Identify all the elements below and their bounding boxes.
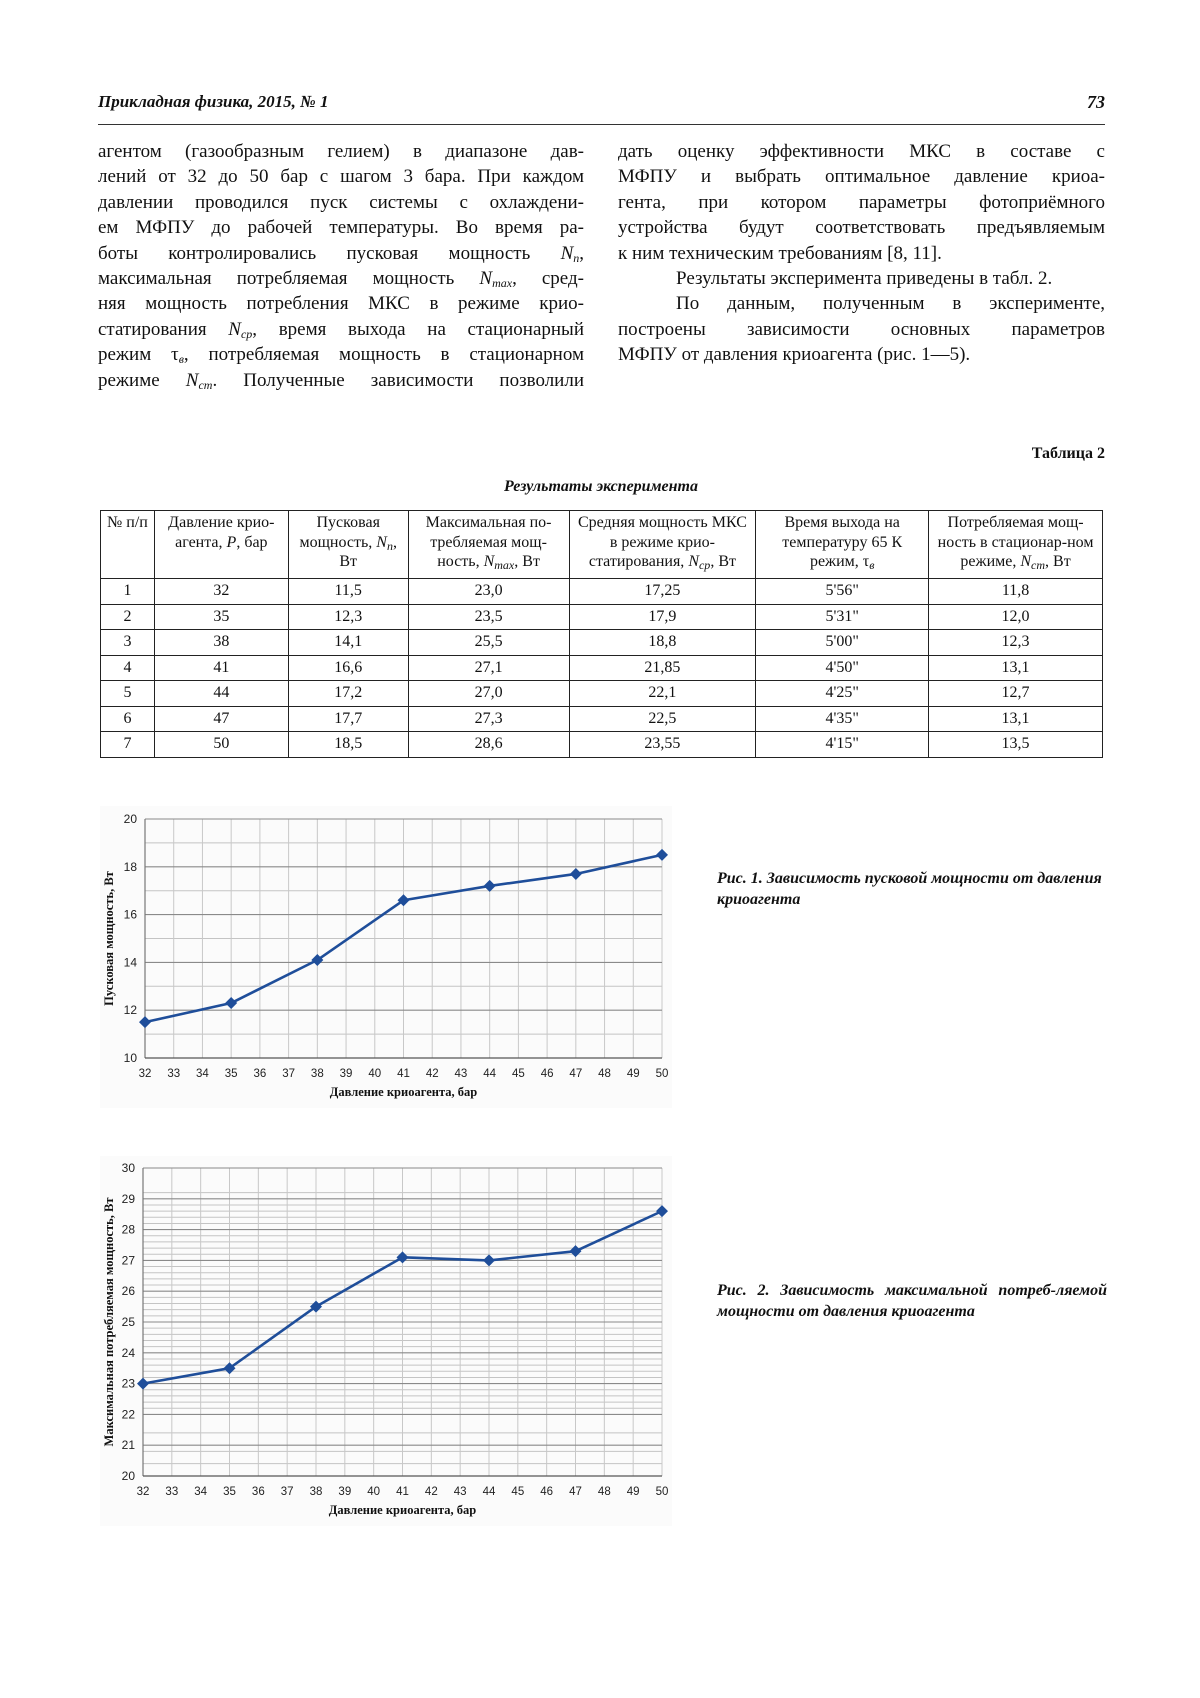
table-cell: 17,25 <box>569 579 756 605</box>
table-cell: 25,5 <box>408 630 569 656</box>
table-cell: 47 <box>154 706 288 732</box>
y-tick-label: 21 <box>121 1438 135 1453</box>
y-tick-label: 23 <box>121 1376 135 1391</box>
variable-symbol: N <box>1020 553 1032 570</box>
y-axis-label: Максимальная потребляемая мощность, Вт <box>102 1197 116 1447</box>
data-point-marker <box>570 1245 582 1257</box>
text-segment: Результаты эксперимента приведены в табл. 2. <box>676 267 1053 289</box>
table-header-row <box>101 511 1103 579</box>
table-cell: 3 <box>101 630 155 656</box>
table-cell: 17,2 <box>288 681 408 707</box>
x-axis-label: Давление криоагента, бар <box>328 1503 477 1517</box>
x-tick-label: 37 <box>280 1486 294 1498</box>
text-line <box>618 190 1105 215</box>
table-cell: 1 <box>101 579 155 605</box>
y-tick-label: 20 <box>121 1469 135 1483</box>
chart-max-power <box>100 1156 672 1526</box>
text-line <box>618 291 1105 316</box>
variable-subscript: max <box>494 558 515 572</box>
data-point-marker <box>656 849 668 861</box>
table-cell: 18,5 <box>288 732 408 758</box>
left-column-text <box>98 139 584 393</box>
x-tick-label: 38 <box>309 1486 323 1498</box>
text-line <box>618 317 1105 342</box>
x-tick-label: 46 <box>540 1486 554 1498</box>
table-cell: 4'25" <box>756 681 929 707</box>
table-cell: 4 <box>101 655 155 681</box>
x-tick-label: 39 <box>338 1486 352 1498</box>
y-tick-label: 27 <box>121 1253 135 1268</box>
table-cell: 23,55 <box>569 732 756 758</box>
table-cell: 50 <box>154 732 288 758</box>
x-tick-label: 40 <box>368 1068 382 1080</box>
text-segment: Потребляемая мощ-ность в стационар-ном режиме, <box>937 514 1094 570</box>
text-segment: . Полученные зависимости позволили <box>212 369 584 391</box>
chart-starting-power <box>100 806 672 1108</box>
text-segment: дать оценку эффективности МКС в составе с <box>618 141 1105 162</box>
text-line <box>618 139 1105 164</box>
x-tick-label: 44 <box>483 1068 497 1080</box>
x-tick-label: 42 <box>424 1486 438 1498</box>
math-variable <box>227 534 237 551</box>
variable-subscript: п <box>386 538 393 553</box>
header-rule <box>98 124 1105 125</box>
table-cell: 12,3 <box>929 630 1103 656</box>
right-column-text <box>618 139 1105 368</box>
column-header <box>756 511 929 579</box>
column-header <box>408 511 569 579</box>
table-cell: 12,0 <box>929 604 1103 630</box>
table-cell: 11,5 <box>288 579 408 605</box>
x-tick-label: 36 <box>251 1486 265 1498</box>
x-tick-label: 38 <box>310 1068 324 1080</box>
text-segment: , сред- <box>512 267 584 289</box>
table-cell: 12,3 <box>288 604 408 630</box>
x-tick-label: 40 <box>367 1486 381 1498</box>
variable-symbol: N <box>688 553 699 570</box>
text-segment: гента, при котором параметры фотоприёмного <box>618 191 1105 213</box>
y-tick-label: 14 <box>123 955 137 970</box>
table-cell: 23,0 <box>408 579 569 605</box>
table-row <box>101 604 1103 630</box>
text-segment: боты контролировались пусковая мощность <box>98 242 561 264</box>
column-header <box>154 511 288 579</box>
table-cell: 27,3 <box>408 706 569 732</box>
text-segment: По данным, полученным в эксперименте, <box>676 293 1105 315</box>
text-segment: режим τ <box>98 344 179 366</box>
table-cell: 28,6 <box>408 732 569 758</box>
text-segment: Максимальная по-требляемая мощ-ность, <box>425 514 552 570</box>
table-cell: 5'56" <box>756 579 929 605</box>
text-segment: , время выхода на стационарный <box>252 318 584 340</box>
text-line <box>98 266 584 291</box>
text-segment: лений от 32 до 50 бар с шагом 3 бара. При каждом <box>98 166 584 188</box>
table-cell: 7 <box>101 732 155 758</box>
text-line <box>98 291 584 316</box>
data-point-marker <box>656 1205 668 1217</box>
x-tick-label: 41 <box>397 1068 410 1080</box>
text-segment: построены зависимости основных параметров <box>618 318 1105 340</box>
y-tick-label: 22 <box>121 1407 135 1422</box>
math-variable <box>561 243 580 264</box>
table-cell: 5'31" <box>756 604 929 630</box>
data-point-marker <box>137 1378 149 1390</box>
y-tick-label: 29 <box>121 1191 135 1206</box>
x-tick-label: 42 <box>425 1068 439 1080</box>
x-tick-label: 36 <box>253 1068 267 1080</box>
text-line <box>98 164 584 189</box>
table-row <box>101 579 1103 605</box>
table-cell: 5'00" <box>756 630 929 656</box>
x-tick-label: 33 <box>165 1486 179 1498</box>
figure-1-caption: Рис. 1. Зависимость пусковой мощности от давления криоагента <box>717 870 1102 908</box>
text-segment: к ним техническим требованиям [8, 11]. <box>618 242 942 264</box>
table-cell: 44 <box>154 681 288 707</box>
column-header <box>569 511 756 579</box>
x-tick-label: 50 <box>655 1068 669 1080</box>
table-cell: 17,7 <box>288 706 408 732</box>
x-tick-label: 50 <box>655 1486 669 1498</box>
page-number: 73 <box>1087 92 1105 112</box>
math-variable <box>1020 553 1045 570</box>
text-segment: Давление крио-агента, <box>168 514 275 551</box>
text-line <box>618 215 1105 240</box>
text-segment: , <box>579 242 584 264</box>
table-cell: 27,0 <box>408 681 569 707</box>
x-tick-label: 48 <box>597 1486 611 1498</box>
table-cell: 11,8 <box>929 579 1103 605</box>
y-tick-label: 18 <box>123 859 137 874</box>
data-point-marker <box>484 880 496 892</box>
text-segment: , потребляемая мощность в стационарном <box>183 344 584 366</box>
table-cell: 2 <box>101 604 155 630</box>
x-tick-label: 34 <box>196 1068 209 1080</box>
data-point-marker <box>225 997 237 1009</box>
y-tick-label: 20 <box>123 812 137 826</box>
text-segment: Пусковая мощность, <box>299 514 380 551</box>
variable-symbol: N <box>483 553 495 570</box>
x-tick-label: 47 <box>569 1486 582 1498</box>
data-point-marker <box>483 1254 495 1266</box>
x-tick-label: 41 <box>396 1486 409 1498</box>
running-head: Прикладная физика, 2015, № 1 <box>98 92 329 111</box>
text-line <box>618 266 1105 291</box>
math-variable <box>376 534 393 551</box>
table-cell: 27,1 <box>408 655 569 681</box>
variable-symbol: N <box>185 369 199 391</box>
x-tick-label: 32 <box>138 1068 152 1080</box>
text-segment: статирования <box>98 318 229 340</box>
text-line <box>98 317 584 342</box>
y-tick-label: 26 <box>121 1284 135 1299</box>
y-tick-label: 16 <box>123 907 137 922</box>
table-cell: 4'50" <box>756 655 929 681</box>
table-cell: 22,5 <box>569 706 756 732</box>
text-segment: агентом (газообразным гелием) в диапазоне дав- <box>98 141 584 162</box>
table-cell: 32 <box>154 579 288 605</box>
column-header <box>288 511 408 579</box>
column-header <box>101 511 155 579</box>
text-line <box>618 342 1105 367</box>
table-cell: 16,6 <box>288 655 408 681</box>
text-line <box>618 241 1105 266</box>
table-cell: 12,7 <box>929 681 1103 707</box>
text-segment: МФПУ и выбрать оптимальное давление криоа- <box>618 166 1105 188</box>
y-axis-label: Пусковая мощность, Вт <box>102 871 116 1006</box>
table-cell: 5 <box>101 681 155 707</box>
x-tick-label: 37 <box>282 1068 296 1080</box>
data-point-marker <box>397 1251 409 1263</box>
table-cell: 4'15" <box>756 732 929 758</box>
table-row <box>101 655 1103 681</box>
text-line <box>98 368 584 393</box>
table-cell: 13,5 <box>929 732 1103 758</box>
text-segment: МФПУ от давления криоагента (рис. 1—5). <box>618 344 971 366</box>
x-tick-label: 39 <box>339 1068 353 1080</box>
x-tick-label: 45 <box>511 1068 525 1080</box>
text-line <box>98 241 584 266</box>
math-variable <box>228 319 252 340</box>
table-row <box>101 630 1103 656</box>
text-line <box>98 342 584 367</box>
table-label: Таблица 2 <box>1031 445 1105 462</box>
variable-subscript: ст <box>198 377 213 392</box>
x-tick-label: 45 <box>511 1486 525 1498</box>
x-tick-label: 35 <box>224 1068 238 1080</box>
x-tick-label: 32 <box>136 1486 150 1498</box>
table-cell: 35 <box>154 604 288 630</box>
variable-subscript: в <box>869 558 875 572</box>
y-tick-label: 24 <box>121 1345 135 1360</box>
text-segment: давлении проводился пуск системы с охлаждени- <box>98 191 584 213</box>
figure-2-caption: Рис. 2. Зависимость максимальной потреб-ляемой мощности от давления криоагента <box>717 1282 1107 1320</box>
x-tick-label: 49 <box>626 1068 640 1080</box>
y-tick-label: 10 <box>123 1051 137 1065</box>
text-segment: , Вт <box>339 533 397 570</box>
variable-subscript: в <box>178 352 184 367</box>
x-axis-label: Давление криоагента, бар <box>329 1085 478 1099</box>
math-variable <box>869 553 874 570</box>
table-cell: 41 <box>154 655 288 681</box>
variable-subscript: ст <box>1031 558 1046 572</box>
y-tick-label: 30 <box>121 1161 135 1175</box>
variable-symbol: N <box>560 242 574 264</box>
x-tick-label: 48 <box>598 1068 611 1080</box>
text-segment: , Вт <box>514 553 540 570</box>
table-row <box>101 681 1103 707</box>
y-tick-label: 28 <box>121 1222 135 1237</box>
x-tick-label: 35 <box>223 1486 236 1498</box>
text-segment: устройства будут соответствовать предъявляемым <box>618 217 1105 239</box>
results-table <box>100 510 1103 758</box>
math-variable <box>479 268 512 289</box>
text-segment: няя мощность потребления МКС в режиме крио- <box>98 293 584 315</box>
math-variable <box>688 553 710 570</box>
x-tick-label: 47 <box>569 1068 583 1080</box>
text-segment: , бар <box>236 533 268 551</box>
math-variable <box>186 370 213 391</box>
y-tick-label: 12 <box>123 1003 137 1018</box>
data-point-marker <box>570 868 582 880</box>
table-title: Результаты эксперимента <box>504 478 698 495</box>
text-segment: максимальная потребляемая мощность <box>98 267 480 289</box>
variable-symbol: P <box>226 533 237 551</box>
table-cell: 14,1 <box>288 630 408 656</box>
variable-symbol: N <box>479 267 493 289</box>
table-cell: 6 <box>101 706 155 732</box>
table-cell: 23,5 <box>408 604 569 630</box>
variable-symbol: N <box>228 318 241 340</box>
x-tick-label: 43 <box>453 1486 467 1498</box>
variable-subscript: ср <box>698 558 711 572</box>
x-tick-label: 49 <box>626 1486 640 1498</box>
text-segment: Средняя мощность МКС в режиме крио-статирования, <box>577 514 747 570</box>
variable-subscript: п <box>573 250 580 265</box>
data-point-marker <box>139 1016 151 1028</box>
variable-subscript: max <box>492 275 513 290</box>
table-cell: 13,1 <box>929 706 1103 732</box>
table-cell: 22,1 <box>569 681 756 707</box>
x-tick-label: 44 <box>482 1486 496 1498</box>
table-cell: 13,1 <box>929 655 1103 681</box>
x-tick-label: 43 <box>454 1068 468 1080</box>
text-segment: режиме <box>98 369 186 391</box>
text-segment: ем МФПУ до рабочей температуры. Во время ра- <box>98 217 584 239</box>
table-cell: 4'35" <box>756 706 929 732</box>
text-segment: № п/п <box>107 514 148 531</box>
table-cell: 38 <box>154 630 288 656</box>
column-header <box>929 511 1103 579</box>
text-segment: , Вт <box>1045 553 1071 570</box>
text-line <box>98 215 584 240</box>
table-cell: 18,8 <box>569 630 756 656</box>
x-tick-label: 46 <box>540 1068 554 1080</box>
x-tick-label: 34 <box>194 1486 208 1498</box>
x-tick-label: 33 <box>167 1068 181 1080</box>
variable-symbol: N <box>376 533 387 551</box>
text-segment: Время выхода на температуру 65 К режим, τ <box>782 514 903 570</box>
text-line <box>98 139 584 164</box>
y-tick-label: 25 <box>121 1315 135 1329</box>
text-line <box>98 190 584 215</box>
table-row <box>101 706 1103 732</box>
table-row <box>101 732 1103 758</box>
text-line <box>618 164 1105 189</box>
variable-subscript: ср <box>240 326 253 341</box>
table-cell: 17,9 <box>569 604 756 630</box>
math-variable <box>484 553 515 570</box>
table-cell: 21,85 <box>569 655 756 681</box>
text-segment: , Вт <box>710 553 736 570</box>
